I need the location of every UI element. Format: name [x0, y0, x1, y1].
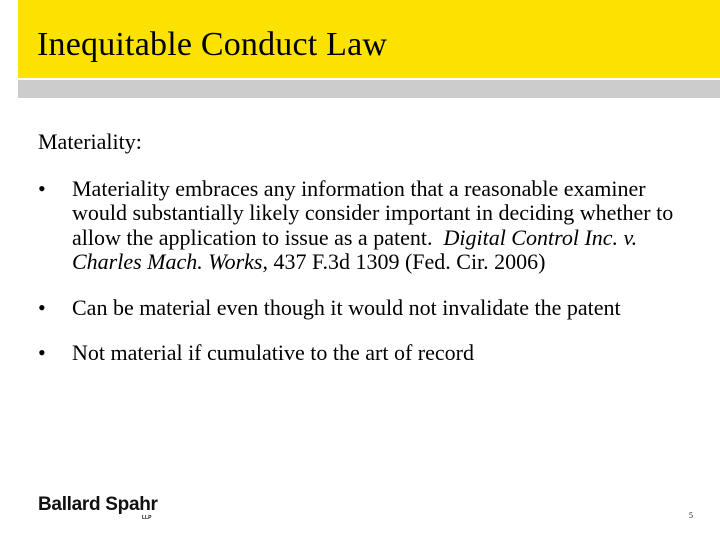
section-heading: Materiality: — [38, 129, 142, 154]
case-name: Digital Control Inc. v. Charles Mach. Works — [72, 224, 638, 274]
bullet-item — [38, 177, 688, 275]
logo-llp-suffix: LLP — [142, 515, 152, 521]
case-citation: , 437 F.3d 1309 (Fed. Cir. 2006) — [262, 249, 546, 274]
slide-title: Inequitable Conduct Law — [37, 26, 388, 63]
bullet-item — [38, 296, 688, 321]
ballard-spahr-logo: Ballard Spahr — [38, 494, 158, 515]
bullet-item — [38, 341, 688, 366]
slide-content — [38, 130, 688, 387]
divider-bar — [18, 80, 720, 98]
page-number: 5 — [689, 511, 693, 520]
bullet-text: Can be material even though it would not invalidate the patent — [72, 294, 621, 320]
bullet-text: Materiality embraces any information that a reasonable examiner would substantially likely consider important in deciding whether to allow the application to issue as a patent. — [72, 175, 674, 250]
bullet-list — [38, 177, 688, 366]
bullet-icon: • — [38, 294, 46, 320]
bullet-icon: • — [38, 340, 46, 365]
bullet-icon: • — [38, 175, 46, 201]
bullet-text: Not material if cumulative to the art of record — [72, 340, 474, 365]
